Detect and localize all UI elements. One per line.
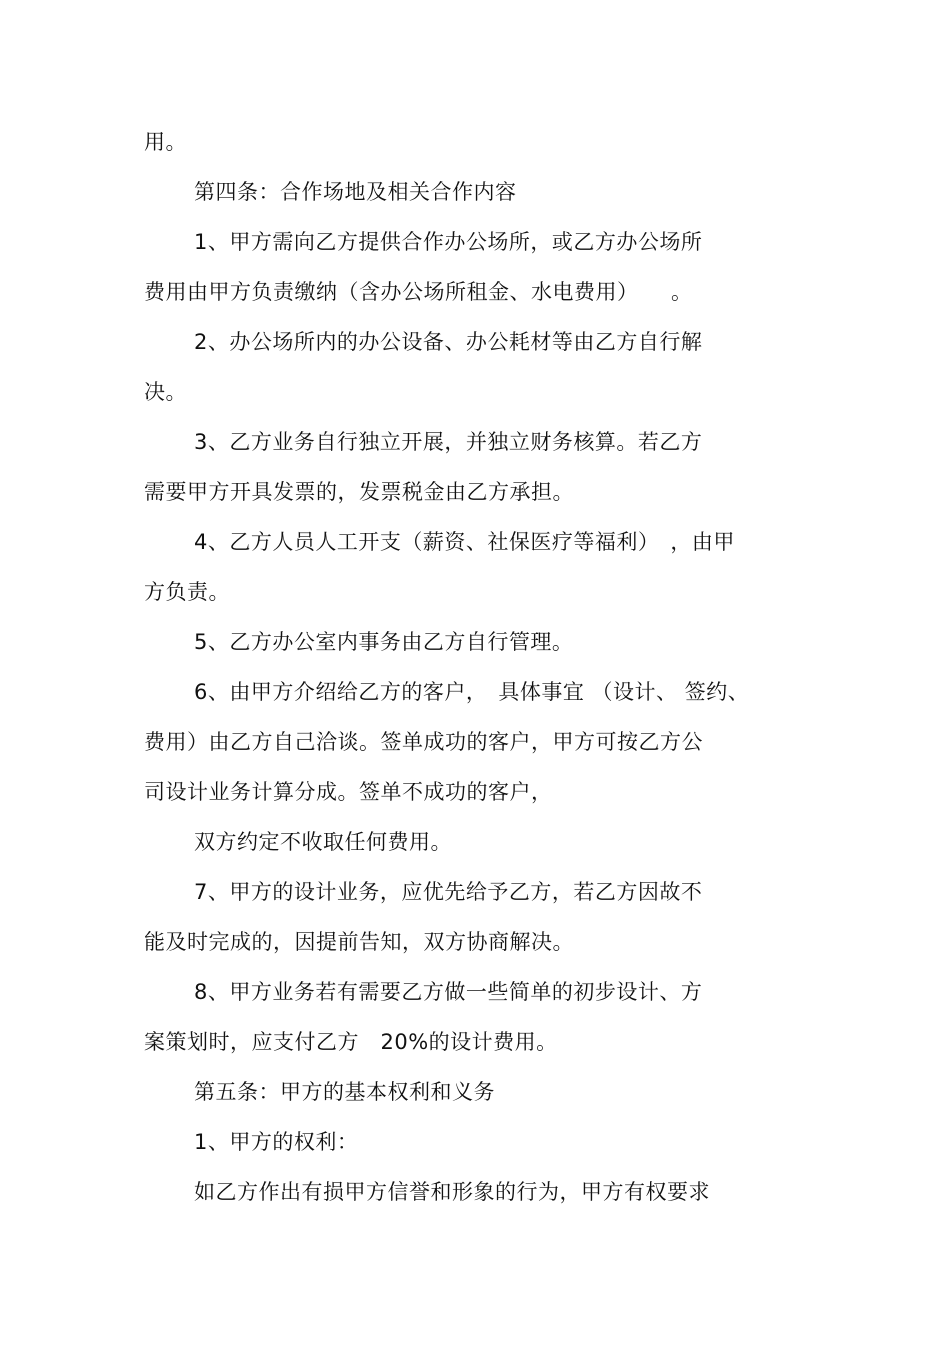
text-line: 1、甲方需向乙方提供合作办公场所，或乙方办公场所: [194, 230, 703, 254]
text-line: 如乙方作出有损甲方信誉和形象的行为，甲方有权要求: [194, 1180, 710, 1204]
text-line: 决。: [144, 380, 187, 404]
text-line: 需要甲方开具发票的，发票税金由乙方承担。: [144, 480, 574, 504]
text-line: 案策划时，应支付乙方 20%的设计费用。: [144, 1030, 558, 1054]
text-line: 双方约定不收取任何费用。: [194, 830, 452, 854]
text-line: 6、由甲方介绍给乙方的客户， 具体事宜 （设计、 签约、: [194, 680, 750, 704]
text-line: 用。: [144, 130, 187, 154]
text-line: 7、甲方的设计业务，应优先给予乙方，若乙方因故不: [194, 880, 703, 904]
text-line: 方负责。: [144, 580, 230, 604]
text-line: 费用）由乙方自己洽谈。签单成功的客户，甲方可按乙方公: [144, 730, 703, 754]
text-line: 1、甲方的权利：: [194, 1130, 359, 1154]
text-line: 3、乙方业务自行独立开展，并独立财务核算。若乙方: [194, 430, 703, 454]
section-heading: 第四条：合作场地及相关合作内容: [194, 180, 517, 204]
text-line: 5、乙方办公室内事务由乙方自行管理。: [194, 630, 574, 654]
section-heading: 第五条：甲方的基本权利和义务: [194, 1080, 495, 1104]
text-line: 4、乙方人员人工开支（薪资、社保医疗等福利） ，由甲: [194, 530, 735, 554]
text-line: 8、甲方业务若有需要乙方做一些简单的初步设计、方: [194, 980, 703, 1004]
text-line: 费用由甲方负责缴纳（含办公场所租金、水电费用） 。: [144, 280, 693, 304]
text-line: 司设计业务计算分成。签单不成功的客户，: [144, 780, 553, 804]
text-line: 2、办公场所内的办公设备、办公耗材等由乙方自行解: [194, 330, 703, 354]
text-line: 能及时完成的，因提前告知，双方协商解决。: [144, 930, 574, 954]
